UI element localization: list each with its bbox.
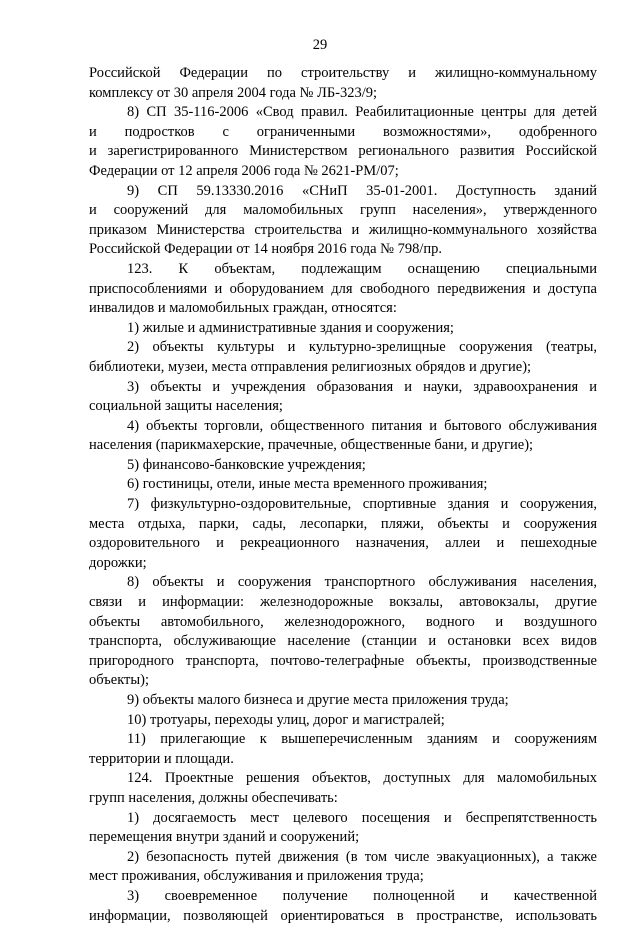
- text-line: комплексу от 30 апреля 2004 года № ЛБ-323/9;: [89, 84, 378, 101]
- text-line: 5) финансово-банковские учреждения;: [127, 456, 366, 473]
- text-line: Федерации от 12 апреля 2006 года № 2621-РМ/07;: [89, 162, 399, 179]
- text-line: приказом Министерства строительства и жилищно-коммунального хозяйства: [89, 221, 597, 238]
- text-line: территории и площади.: [89, 750, 234, 767]
- text-line: пригородного транспорта, почтово-телеграфные объекты, производственные: [89, 652, 597, 669]
- page-number: 29: [312, 37, 328, 53]
- text-line: мест проживания, обслуживания и приложения труда;: [89, 868, 424, 885]
- text-line: транспорта, обслуживающие население (станции и остановки всех видов: [89, 633, 597, 650]
- text-line: объекты автомобильного, железнодорожного, водного и воздушного: [89, 613, 597, 630]
- text-line: 7) физкультурно-оздоровительные, спортивные здания и сооружения,: [127, 496, 597, 513]
- text-line: и зарегистрированного Министерством регионального развития Российской: [89, 143, 597, 160]
- text-line: населения (парикмахерские, прачечные, общественные бани, и другие);: [89, 437, 534, 454]
- text-line: связи и информации: железнодорожные вокзалы, автовокзалы, другие: [89, 594, 597, 611]
- text-line: инвалидов и маломобильных граждан, относятся:: [89, 300, 397, 317]
- text-line: 1) досягаемость мест целевого посещения и беспрепятственность: [127, 809, 597, 826]
- text-line: 2) объекты культуры и культурно-зрелищные сооружения (театры,: [127, 339, 597, 356]
- text-line: 11) прилегающие к вышеперечисленным зданиям и сооружениям: [127, 731, 597, 748]
- text-line: библиотеки, музеи, места отправления религиозных обрядов и другие);: [89, 358, 532, 375]
- text-line: приспособлениями и оборудованием для свободного передвижения и доступа: [89, 280, 597, 297]
- text-line: 123. К объектам, подлежащим оснащению специальными: [127, 260, 597, 277]
- text-line: перемещения внутри зданий и сооружений;: [89, 829, 360, 846]
- text-line: оздоровительного и рекреационного назначения, аллеи и пешеходные: [89, 535, 597, 552]
- text-line: 2) безопасность путей движения (в том числе эвакуационных), а также: [127, 848, 597, 865]
- text-line: 9) СП 59.13330.2016 «СНиП 35-01-2001. Доступность зданий: [127, 182, 597, 199]
- text-line: социальной защиты населения;: [89, 398, 283, 415]
- text-line: и подростков с ограниченными возможностями», одобренного: [89, 123, 597, 140]
- text-line: 8) объекты и сооружения транспортного обслуживания населения,: [127, 574, 597, 591]
- text-line: места отдыха, парки, сады, лесопарки, пляжи, объекты и сооружения: [89, 515, 597, 532]
- document-body: [89, 64, 597, 926]
- text-line: 124. Проектные решения объектов, доступных для маломобильных: [127, 770, 597, 787]
- text-line: 3) объекты и учреждения образования и науки, здравоохранения и: [127, 378, 597, 395]
- text-line: 9) объекты малого бизнеса и другие места приложения труда;: [127, 692, 509, 708]
- text-line: информации, позволяющей ориентироваться в пространстве, использовать: [89, 907, 597, 924]
- text-line: объекты);: [89, 672, 149, 689]
- text-line: 10) тротуары, переходы улиц, дорог и магистралей;: [127, 711, 445, 728]
- text-line: Российской Федерации от 14 ноября 2016 года № 798/пр.: [89, 241, 443, 258]
- text-line: 3) своевременное получение полноценной и качественной: [127, 887, 597, 904]
- text-line: дорожки;: [89, 554, 147, 571]
- text-line: 4) объекты торговли, общественного питания и бытового обслуживания: [127, 417, 597, 434]
- text-line: 6) гостиницы, отели, иные места временного проживания;: [127, 476, 488, 493]
- text-line: и сооружений для маломобильных групп населения», утвержденного: [89, 202, 597, 219]
- text-line: Российской Федерации по строительству и жилищно-коммунальному: [89, 65, 597, 81]
- text-line: групп населения, должны обеспечивать:: [89, 789, 338, 806]
- text-line: 1) жилые и административные здания и сооружения;: [127, 319, 454, 336]
- text-line: 8) СП 35-116-2006 «Свод правил. Реабилитационные центры для детей: [127, 104, 597, 121]
